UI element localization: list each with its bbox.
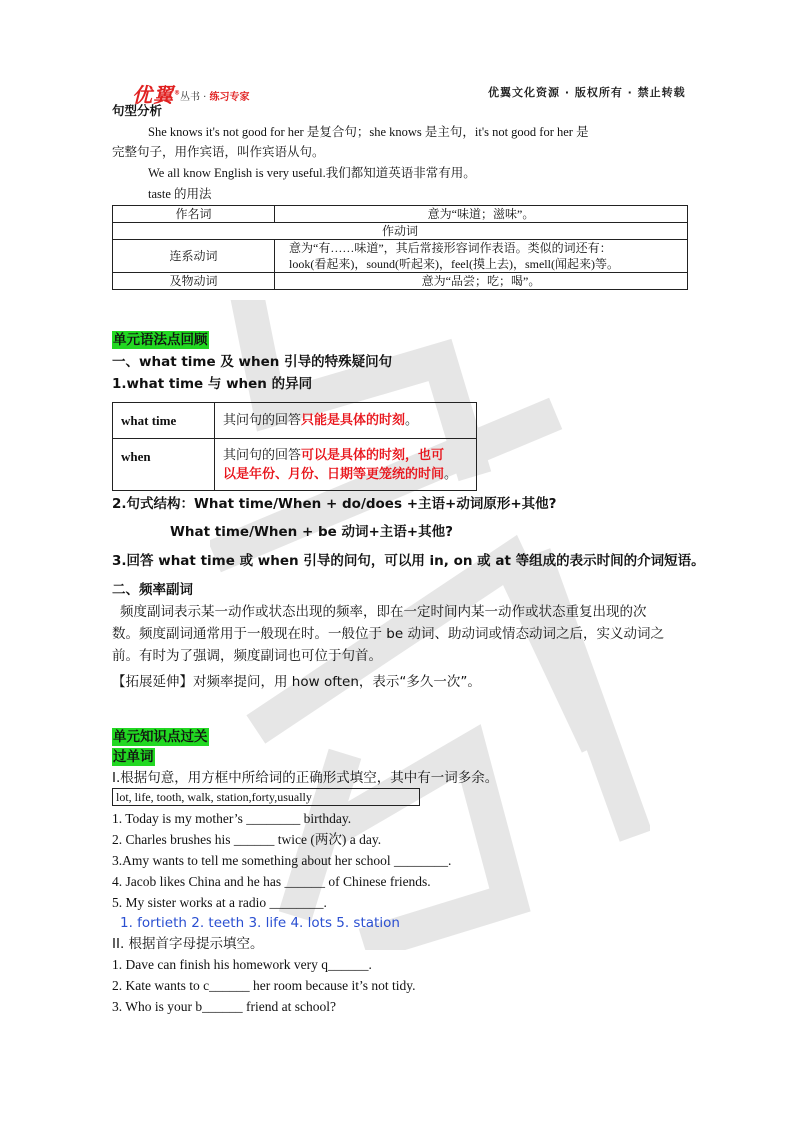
answer-key: 1. fortieth 2. teeth 3. life 4. lots 5. station — [120, 915, 400, 931]
heading-frequency-adverbs: 二、频率副词 — [112, 582, 193, 598]
question-item: 2. Charles brushes his ______ twice (两次) a day. — [112, 832, 382, 847]
question-item: 1. Dave can finish his homework very q______. — [112, 957, 372, 972]
cell-line: look(看起来)，sound(听起来)，feel(摸上去)，smell(闻起来)等。 — [289, 257, 619, 271]
question-item: 3.Amy wants to tell me something about her school ________. — [112, 853, 452, 868]
answer-rule: 3.回答 what time 或 when 引导的问句，可以用 in, on 或 at 等组成的表示时间的介词短语。 — [112, 553, 705, 569]
copyright-notice: 优翼文化资源 · 版权所有 · 禁止转载 — [488, 86, 686, 99]
paragraph-line: 频度副词表示某一动作或状态出现的频率，即在一定时间内某一动作或状态重复出现的次 — [120, 604, 647, 620]
exercise-instruction: I.根据句意，用方框中所给词的正确形式填空，其中有一词多余。 — [112, 770, 499, 786]
section-title-sentence: 句型分析 — [112, 103, 163, 118]
brand-logo: 优翼® — [132, 83, 181, 107]
paragraph-line: She knows it's not good for her 是复合句；she knows 是主句，it's not good for her 是 — [148, 125, 589, 139]
table-cell: 意为“味道；滋味”。 — [275, 206, 688, 223]
brand-tagline: 丛书 · 练习专家 — [180, 92, 250, 103]
section-heading-grammar: 单元语法点回顾 — [113, 332, 208, 348]
sentence-structure: 2.句式结构：What time/When + do/does +主语+动词原形+其他? — [112, 496, 557, 512]
taste-usage-table — [112, 205, 688, 290]
what-time-when-table — [112, 402, 477, 491]
word-box: lot, life, tooth, walk, station,forty,usually — [112, 788, 420, 806]
cell-line: 意为“有……味道”，其后常接形容词作表语。类似的词还有： — [289, 241, 612, 255]
subheading-vocabulary: 过单词 — [113, 749, 154, 765]
table-cell: 及物动词 — [113, 273, 275, 290]
exercise-instruction: II. 根据首字母提示填空。 — [112, 936, 264, 952]
table-cell: 作名词 — [113, 206, 275, 223]
table-cell: 连系动词 — [113, 240, 275, 273]
table-value: 其问句的回答只能是具体的时刻。 — [215, 403, 477, 439]
question-item: 2. Kate wants to c______ her room because it’s not tidy. — [112, 978, 416, 993]
paragraph-line: 前。有时为了强调，频度副词也可位于句首。 — [112, 648, 382, 664]
table-key-what-time: what time — [113, 403, 215, 439]
heading-difference: 1.what time 与 when 的异同 — [112, 376, 313, 392]
paragraph-line: taste 的用法 — [148, 187, 212, 201]
table-cell — [275, 240, 688, 273]
paragraph-line: 完整句子，用作宾语，叫作宾语从句。 — [112, 145, 325, 159]
table-cell: 意为“品尝；吃；喝”。 — [275, 273, 688, 290]
heading-what-time-when: 一、what time 及 when 引导的特殊疑问句 — [112, 354, 393, 370]
question-item: 3. Who is your b______ friend at school? — [112, 999, 336, 1014]
question-item: 1. Today is my mother’s ________ birthday. — [112, 811, 352, 826]
table-cell: 作动词 — [113, 223, 688, 240]
table-key-when: when — [113, 439, 215, 491]
question-item: 5. My sister works at a radio ________. — [112, 895, 327, 910]
question-item: 4. Jacob likes China and he has ______ of Chinese friends. — [112, 874, 431, 889]
extension-note: 【拓展延伸】对频率提问，用 how often，表示“多久一次”。 — [112, 674, 481, 690]
section-heading-exercise: 单元知识点过关 — [113, 729, 208, 745]
paragraph-line: We all know English is very useful.我们都知道英语非常有用。 — [148, 166, 476, 180]
table-value: 其问句的回答可以是具体的时刻，也可 以是年份、月份、日期等更笼统的时间。 — [215, 439, 477, 491]
sentence-structure-be: What time/When + be 动词+主语+其他? — [170, 524, 453, 540]
paragraph-line: 数。频度副词通常用于一般现在时。一般位于 be 动词、助动词或情态动词之后，实义动词之 — [112, 626, 664, 642]
